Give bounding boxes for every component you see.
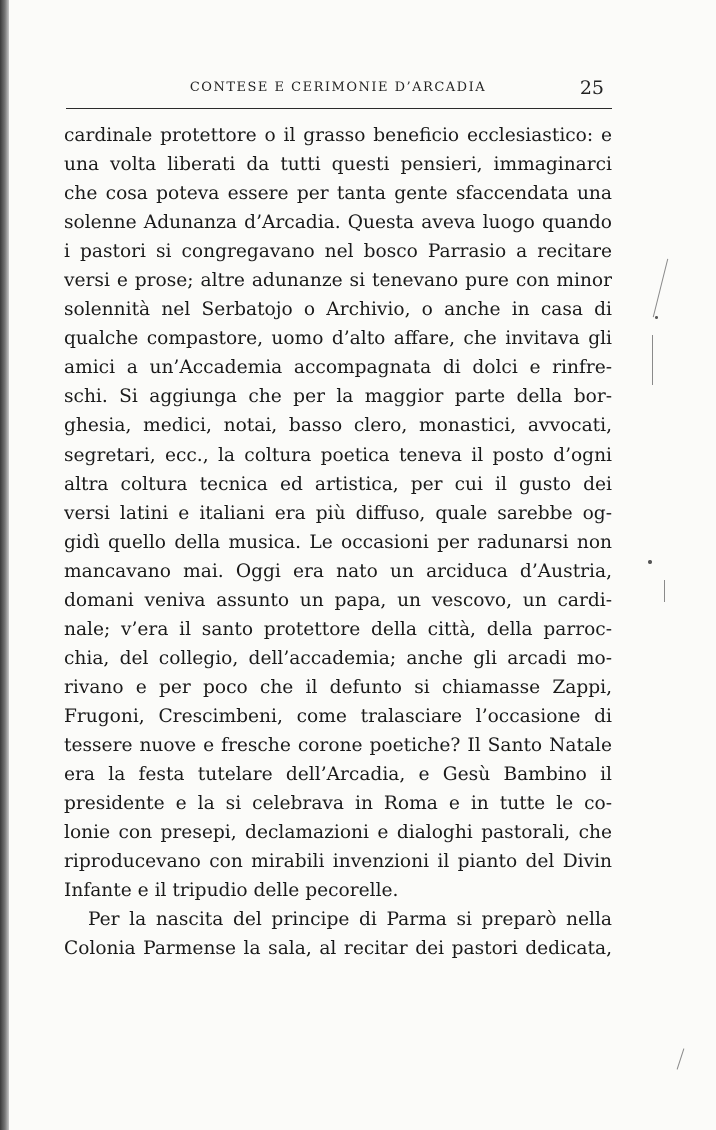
text-line-paragraph-start: Per la nascita del principe di Parma si preparò nella (88, 909, 612, 931)
text-line: Frugoni, Crescimbeni, come tralasciare l’occasione di (64, 705, 612, 727)
text-line: versi latini e italiani era più diffuso, quale sarebbe og- (64, 502, 612, 524)
text-line: versi e prose; altre adunanze si tenevano pure con minor (64, 270, 612, 292)
text-line: solennità nel Serbatojo o Archivio, o anche in casa di (64, 299, 612, 321)
text-line: nale; v’era il santo protettore della città, della parroc- (64, 618, 612, 640)
text-line: chia, del collegio, dell’accademia; anche gli arcadi mo- (64, 647, 612, 669)
text-line: schi. Si aggiunga che per la maggior parte della bor- (64, 386, 612, 408)
text-line: domani veniva assunto un papa, un vescovo, un cardi- (64, 589, 612, 611)
text-line: Colonia Parmense la sala, al recitar dei pastori dedicata, (64, 938, 612, 960)
header-rule (66, 108, 612, 109)
text-line: era la festa tutelare dell’Arcadia, e Gesù Bambino il (64, 764, 612, 786)
page-header (68, 72, 608, 102)
body-text (64, 121, 612, 963)
binding-edge (0, 0, 9, 1130)
scan-speck (648, 560, 652, 564)
margin-mark (677, 1048, 685, 1069)
text-line: amici a un’Accademia accompagnata di dolci e rinfre- (64, 357, 612, 379)
margin-mark (664, 580, 665, 602)
text-line: presidente e la si celebrava in Roma e in tutte le co- (64, 793, 612, 815)
page-number: 25 (579, 77, 604, 99)
scan-speck (655, 316, 658, 319)
text-line: qualche compastore, uomo d’alto affare, che invitava gli (64, 328, 612, 350)
text-line: che cosa poteva essere per tanta gente sfaccendata una (64, 183, 612, 205)
text-line: tessere nuove e fresche corone poetiche? Il Santo Natale (64, 734, 612, 756)
text-line-paragraph-end: Infante e il tripudio delle pecorelle. (64, 880, 399, 902)
text-line: mancavano mai. Oggi era nato un arciduca d’Austria, (64, 560, 612, 582)
text-line: riproducevano con mirabili invenzioni il pianto del Divin (64, 851, 612, 873)
text-line: lonie con presepi, declamazioni e dialoghi pastorali, che (64, 822, 612, 844)
text-line: segretari, ecc., la coltura poetica teneva il posto d’ogni (64, 444, 612, 466)
text-line: gidì quello della musica. Le occasioni per radunarsi non (64, 531, 612, 553)
text-line: una volta liberati da tutti questi pensieri, immaginarci (64, 154, 612, 176)
running-title: CONTESE E CERIMONIE D’ARCADIA (189, 80, 487, 95)
text-line: solenne Adunanza d’Arcadia. Questa aveva luogo quando (64, 212, 612, 234)
text-line: altra coltura tecnica ed artistica, per cui il gusto dei (64, 473, 612, 495)
text-line: cardinale protettore o il grasso beneficio ecclesiastico: e (64, 125, 612, 146)
text-line: rivano e per poco che il defunto si chiamasse Zappi, (64, 676, 612, 698)
text-line: i pastori si congregavano nel bosco Parrasio a recitare (64, 241, 612, 263)
margin-mark (653, 259, 668, 317)
text-line: ghesia, medici, notai, basso clero, monastici, avvocati, (64, 415, 612, 437)
margin-mark (652, 335, 653, 385)
